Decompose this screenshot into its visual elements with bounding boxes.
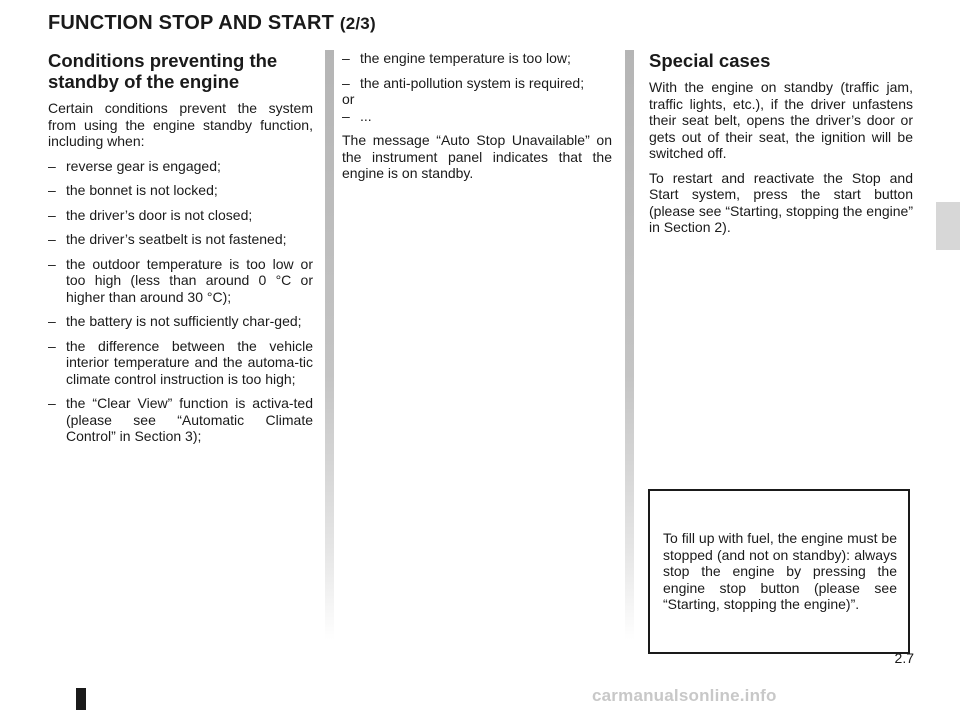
list-item-text: the battery is not sufficiently char-ged; [66,313,302,329]
or-text: or [342,91,355,107]
list-item [342,50,612,67]
list-item-text: the difference between the vehicle interior temperature and the automa-tic climate control instruction is too high; [66,337,313,387]
column-special-cases [649,50,913,244]
bullet-dash: – [48,231,56,247]
page-number: 2.7 [894,650,914,666]
bullet-dash: – [48,395,56,411]
list-item-text: the “Clear View” function is activa-ted (please see “Automatic Climate Control” in Section 3); [66,395,313,444]
corner-mark [76,688,86,710]
column-divider-right [625,50,634,640]
bullet-dash: – [48,337,56,354]
column-conditions [48,50,313,453]
note-box [648,489,910,654]
bullet-dash: – [48,182,56,198]
special-cases-heading: Special cases [649,50,771,71]
bullet-dash: – [48,157,56,174]
list-item [342,108,612,125]
page-title-text: FUNCTION STOP AND START [48,12,335,34]
list-item [48,207,313,224]
bullet-dash: – [48,206,56,223]
section-tab-marker [936,202,960,250]
list-item [48,256,313,306]
list-item-text: ... [360,107,372,124]
conditions-intro: Certain conditions prevent the system from using the engine standby function, including when: [48,100,313,149]
list-item-text: the outdoor temperature is too low or too high (less than around 0 °C or higher than around 30 °C); [66,255,313,305]
list-item [48,231,313,248]
special-cases-paragraph-2: To restart and reactivate the Stop and Start system, press the start button (please see “Starting, stopping the engine” in Section 2). [649,169,913,235]
list-item-text: the anti-pollution system is required; [360,74,585,91]
list-item [342,75,612,92]
bullet-dash: – [342,50,350,66]
list-item-text: the driver’s seatbelt is not fastened; [66,231,287,247]
bullet-dash: – [342,107,350,124]
list-item [48,338,313,388]
standby-message-paragraph: The message “Auto Stop Unavailable” on the instrument panel indicates that the engine is on standby. [342,132,612,181]
column-continued [342,50,612,190]
list-item [48,395,313,445]
list-item-text: the bonnet is not locked; [66,182,218,198]
column-divider-left [325,50,334,640]
page-title [48,12,376,35]
list-item-text: the engine temperature is too low; [360,50,571,66]
page-title-part: (2/3) [339,14,376,33]
list-item-text: reverse gear is engaged; [66,157,221,174]
conditions-heading: Conditions preventing the standby of the engine [48,50,278,92]
list-item [48,158,313,175]
bullet-dash: – [48,255,56,272]
list-item [48,313,313,330]
watermark: carmanualsonline.info [592,686,777,705]
bullet-dash: – [48,313,56,329]
special-cases-paragraph-1: With the engine on standby (traffic jam, traffic lights, etc.), if the driver unfastens their seat belt, opens the driver’s door or gets out of their seat, the ignition will be switched off. [649,79,913,161]
note-text: To fill up with fuel, the engine must be stopped (and not on standby): always stop the engine by pressing the engine stop button (please see “Starting, stopping the engine)”. [663,530,897,612]
list-item [48,182,313,199]
list-item-text: the driver’s door is not closed; [66,206,253,223]
bullet-dash: – [342,74,350,91]
